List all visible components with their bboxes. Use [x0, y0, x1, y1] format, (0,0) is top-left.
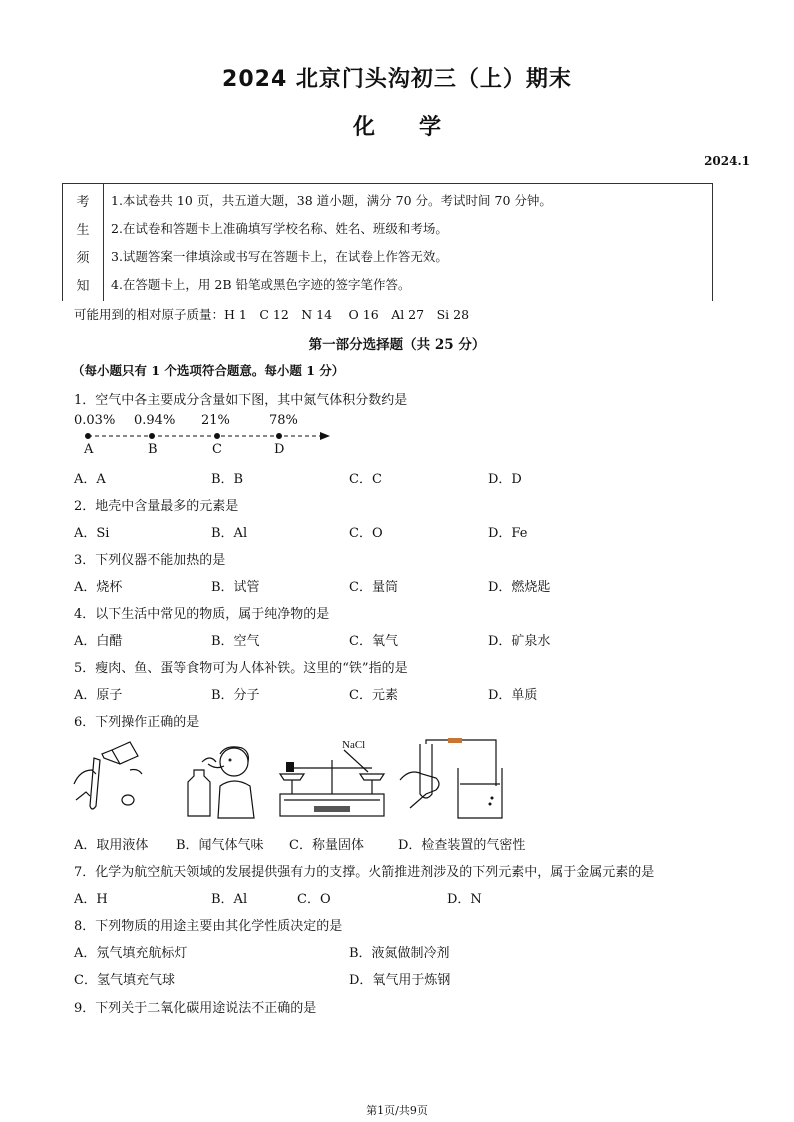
q1-value-d: 78% — [269, 413, 298, 428]
q7-option: A．H — [74, 892, 108, 907]
q2-option: B．Al — [211, 526, 248, 541]
q8-option: C．氢气填充气球 — [74, 973, 175, 988]
airtightness-figure — [396, 738, 512, 824]
q1-stem: 1．空气中各主要成分含量如下图，其中氮气体积分数约是 — [74, 393, 408, 408]
notice-line: 3.试题答案一律填涂或书写在答题卡上，在试卷上作答无效。 — [111, 249, 448, 264]
q4-option: B．空气 — [211, 634, 260, 649]
nacl-label: NaCl — [342, 739, 366, 751]
q7-option: D．N — [447, 892, 482, 907]
part1-note: （每小题只有 1 个选项符合题意。每小题 1 分） — [72, 363, 345, 378]
notice-line: 1.本试卷共 10 页，共五道大题，38 道小题，满分 70 分。考试时间 70 分钟。 — [111, 193, 552, 208]
q9-stem: 9．下列关于二氧化碳用途说法不正确的是 — [74, 1001, 317, 1016]
q6-option: A．取用液体 — [74, 838, 149, 853]
notice-char: 生 — [76, 223, 90, 238]
q3-option: C．量筒 — [349, 580, 398, 595]
subject-title: 化 学 — [352, 115, 441, 140]
pouring-liquid-figure — [72, 740, 152, 820]
q1-option: D．D — [488, 472, 522, 487]
q1-point-a: A — [84, 442, 94, 457]
q1-value-c: 21% — [201, 413, 230, 428]
q1-option: A．A — [74, 472, 106, 487]
q8-option: D．氧气用于炼钢 — [349, 973, 451, 988]
page-title: 2024 北京门头沟初三（上）期末 — [222, 67, 572, 92]
q8-stem: 8．下列物质的用途主要由其化学性质决定的是 — [74, 919, 343, 934]
q1-point-c: C — [212, 442, 222, 457]
q3-option: D．燃烧匙 — [488, 580, 551, 595]
q1-option: C．C — [349, 472, 382, 487]
atomic-masses: 可能用到的相对原子质量：H 1 C 12 N 14 O 16 Al 27 Si 28 — [74, 307, 470, 322]
q1-point-b: B — [148, 442, 158, 457]
q5-stem: 5．瘦肉、鱼、蛋等食物可为人体补铁。这里的“铁”指的是 — [74, 661, 408, 676]
q4-option: A．白醋 — [74, 634, 123, 649]
q1-point-d: D — [274, 442, 285, 457]
q7-option: C．O — [297, 892, 331, 907]
q2-stem: 2．地壳中含量最多的元素是 — [74, 499, 239, 514]
q3-option: B．试管 — [211, 580, 260, 595]
q8-option: A．氖气填充航标灯 — [74, 946, 188, 961]
q1-value-b: 0.94% — [134, 413, 176, 428]
q7-option: B．Al — [211, 892, 248, 907]
q3-stem: 3．下列仪器不能加热的是 — [74, 553, 226, 568]
q2-option: A．Si — [74, 526, 110, 541]
notice-line: 2.在试卷和答题卡上准确填写学校名称、姓名、班级和考场。 — [111, 221, 448, 236]
q1-number-line — [74, 428, 334, 444]
smelling-gas-figure — [180, 740, 260, 820]
balance-figure — [272, 736, 392, 824]
q6-option: C．称量固体 — [289, 838, 364, 853]
q7-stem: 7．化学为航空航天领域的发展提供强有力的支撑。火箭推进剂涉及的下列元素中，属于金属元素的是 — [74, 865, 655, 880]
q2-option: C．O — [349, 526, 383, 541]
notice-char: 考 — [76, 195, 90, 210]
q6-option: D．检查装置的气密性 — [398, 838, 526, 853]
q6-stem: 6．下列操作正确的是 — [74, 715, 200, 730]
q1-option: B．B — [211, 472, 244, 487]
page-footer: 第1页/共9页 — [366, 1104, 428, 1117]
q5-option: A．原子 — [74, 688, 123, 703]
notice-char: 须 — [76, 251, 90, 266]
q4-option: C．氧气 — [349, 634, 398, 649]
q6-option: B．闻气体气味 — [176, 838, 264, 853]
q4-option: D．矿泉水 — [488, 634, 551, 649]
q1-value-a: 0.03% — [74, 413, 116, 428]
exam-date: 2024.1 — [704, 154, 750, 168]
q5-option: B．分子 — [211, 688, 260, 703]
q8-option: B．液氮做制冷剂 — [349, 946, 450, 961]
q5-option: C．元素 — [349, 688, 398, 703]
part1-title: 第一部分选择题（共 25 分） — [308, 337, 486, 353]
notice-line: 4.在答题卡上，用 2B 铅笔或黑色字迹的签字笔作答。 — [111, 277, 411, 292]
notice-box — [62, 183, 713, 301]
q4-stem: 4．以下生活中常见的物质，属于纯净物的是 — [74, 607, 330, 622]
q5-option: D．单质 — [488, 688, 538, 703]
notice-char: 知 — [76, 279, 90, 294]
q3-option: A．烧杯 — [74, 580, 123, 595]
q2-option: D．Fe — [488, 526, 528, 541]
